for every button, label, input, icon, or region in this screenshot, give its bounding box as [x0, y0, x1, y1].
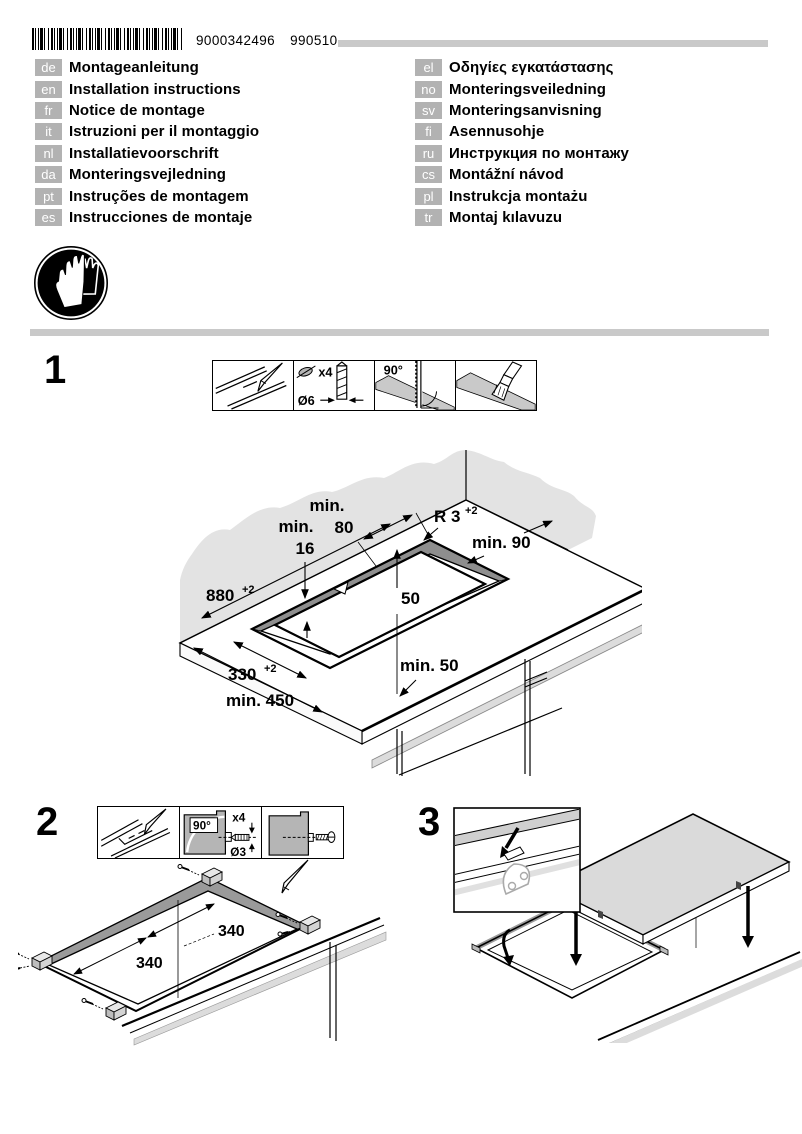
language-list-left [35, 57, 259, 228]
step2-number: 2 [36, 800, 59, 844]
lang-code-badge: it [35, 123, 62, 140]
gloves-icon [33, 245, 109, 321]
lang-title: Montaj kılavuzu [449, 208, 563, 226]
dim-340b-value: 340 [136, 955, 163, 972]
dim-min16-word: min. [278, 517, 314, 536]
print-code: 990510 [290, 33, 338, 48]
lang-code-badge: es [35, 209, 62, 226]
lang-row [415, 121, 629, 142]
language-list-right [415, 57, 629, 228]
lang-code-badge: fi [415, 123, 442, 140]
glass-hob [547, 814, 789, 944]
lang-code-badge: da [35, 166, 62, 183]
dim-880-value: 880 [206, 586, 235, 605]
picto-x4-label: x4 [318, 364, 333, 380]
dim-340a-value: 340 [218, 923, 245, 940]
step1-number: 1 [44, 348, 67, 392]
picto-saw-90deg [375, 361, 456, 410]
dim-min80-value: 80 [334, 518, 354, 537]
lang-row [415, 78, 629, 99]
lang-row [415, 57, 629, 78]
dim-r3-value: R 3 [434, 507, 461, 526]
lang-title: Installatievoorschrift [69, 144, 219, 162]
lang-row [415, 164, 629, 185]
picto-mark-frame [98, 807, 180, 858]
step2-pictogram-strip [97, 806, 344, 859]
lang-row [35, 100, 259, 121]
dim-min90-value: min. 90 [472, 533, 531, 552]
dim-50-value: 50 [401, 589, 420, 608]
picto-d3-label: Ø3 [230, 846, 246, 858]
picto-drill-bracket [180, 807, 262, 858]
lang-row [35, 143, 259, 164]
lang-row [415, 207, 629, 228]
lang-row [415, 143, 629, 164]
dim-330-sup: +2 [264, 663, 277, 675]
barcode-icon [32, 28, 184, 50]
lang-row [35, 164, 259, 185]
lang-title: Notice de montage [69, 101, 205, 119]
lang-code-badge: fr [35, 102, 62, 119]
lang-code-badge: en [35, 81, 62, 98]
picto-d6-label: Ø6 [297, 393, 315, 409]
lang-title: Montážní návod [449, 166, 564, 184]
lang-title: Monteringsanvisning [449, 101, 602, 119]
lang-title: Asennusohje [449, 123, 545, 141]
lang-code-badge: el [415, 59, 442, 76]
lang-title: Istruzioni per il montaggio [69, 123, 260, 141]
lang-row [35, 121, 259, 142]
lang-title: Montageanleitung [69, 59, 199, 77]
step1-pictogram-strip [212, 360, 537, 411]
dim-min50-value: min. 50 [400, 656, 459, 675]
lang-title: Instrukcja montażu [449, 187, 588, 205]
dim-880-sup: +2 [242, 584, 255, 596]
lang-code-badge: sv [415, 102, 442, 119]
dim-min450-value: min. 450 [226, 691, 295, 710]
lang-row [35, 78, 259, 99]
dim-r3-sup: +2 [465, 505, 478, 517]
step3-number: 3 [418, 800, 441, 844]
lang-code-badge: ru [415, 145, 442, 162]
lang-title: Monteringsvejledning [69, 166, 227, 184]
lang-title: Οδηγίες εγκατάστασης [449, 59, 614, 77]
lang-code-badge: pl [415, 188, 442, 205]
header-rule [338, 40, 768, 47]
barcode-number: 9000342496 [196, 33, 276, 48]
picto-90deg-label: 90° [383, 362, 403, 378]
picto-drill-holes [294, 361, 375, 410]
lang-row [35, 207, 259, 228]
lang-title: Instruções de montagem [69, 187, 249, 205]
lang-code-badge: nl [35, 145, 62, 162]
section-divider [30, 329, 769, 336]
picto-x4-label: x4 [232, 811, 246, 825]
drill-bit-icon [337, 362, 347, 399]
picto-screw-bracket [262, 807, 343, 858]
lang-code-badge: pt [35, 188, 62, 205]
lang-row [35, 185, 259, 206]
picto-mark-cutout [213, 361, 294, 410]
dim-330-value: 330 [228, 665, 257, 684]
lang-row [415, 185, 629, 206]
lang-code-badge: cs [415, 166, 442, 183]
drill-bit-icon [231, 834, 249, 840]
lang-code-badge: no [415, 81, 442, 98]
diagram-worktop-cutout [172, 438, 642, 778]
lang-title: Instrucciones de montaje [69, 208, 253, 226]
picto-seal-brush [456, 361, 536, 410]
lang-row [35, 57, 259, 78]
picto-90deg-label: 90° [193, 819, 211, 833]
lang-title: Monteringsveiledning [449, 80, 607, 98]
lang-code-badge: de [35, 59, 62, 76]
lang-title: Инструкция по монтажу [449, 144, 629, 162]
lang-code-badge: tr [415, 209, 442, 226]
lang-row [415, 100, 629, 121]
document-codes [196, 33, 338, 48]
lang-title: Installation instructions [69, 80, 241, 98]
screw-icon [316, 832, 335, 843]
diagram-fixing-brackets [18, 856, 393, 1046]
dim-min16-value: 16 [295, 539, 315, 558]
dim-min80-word: min. [309, 496, 345, 515]
bracket-icon [269, 812, 308, 855]
diagram-hob-insert [448, 798, 802, 1043]
